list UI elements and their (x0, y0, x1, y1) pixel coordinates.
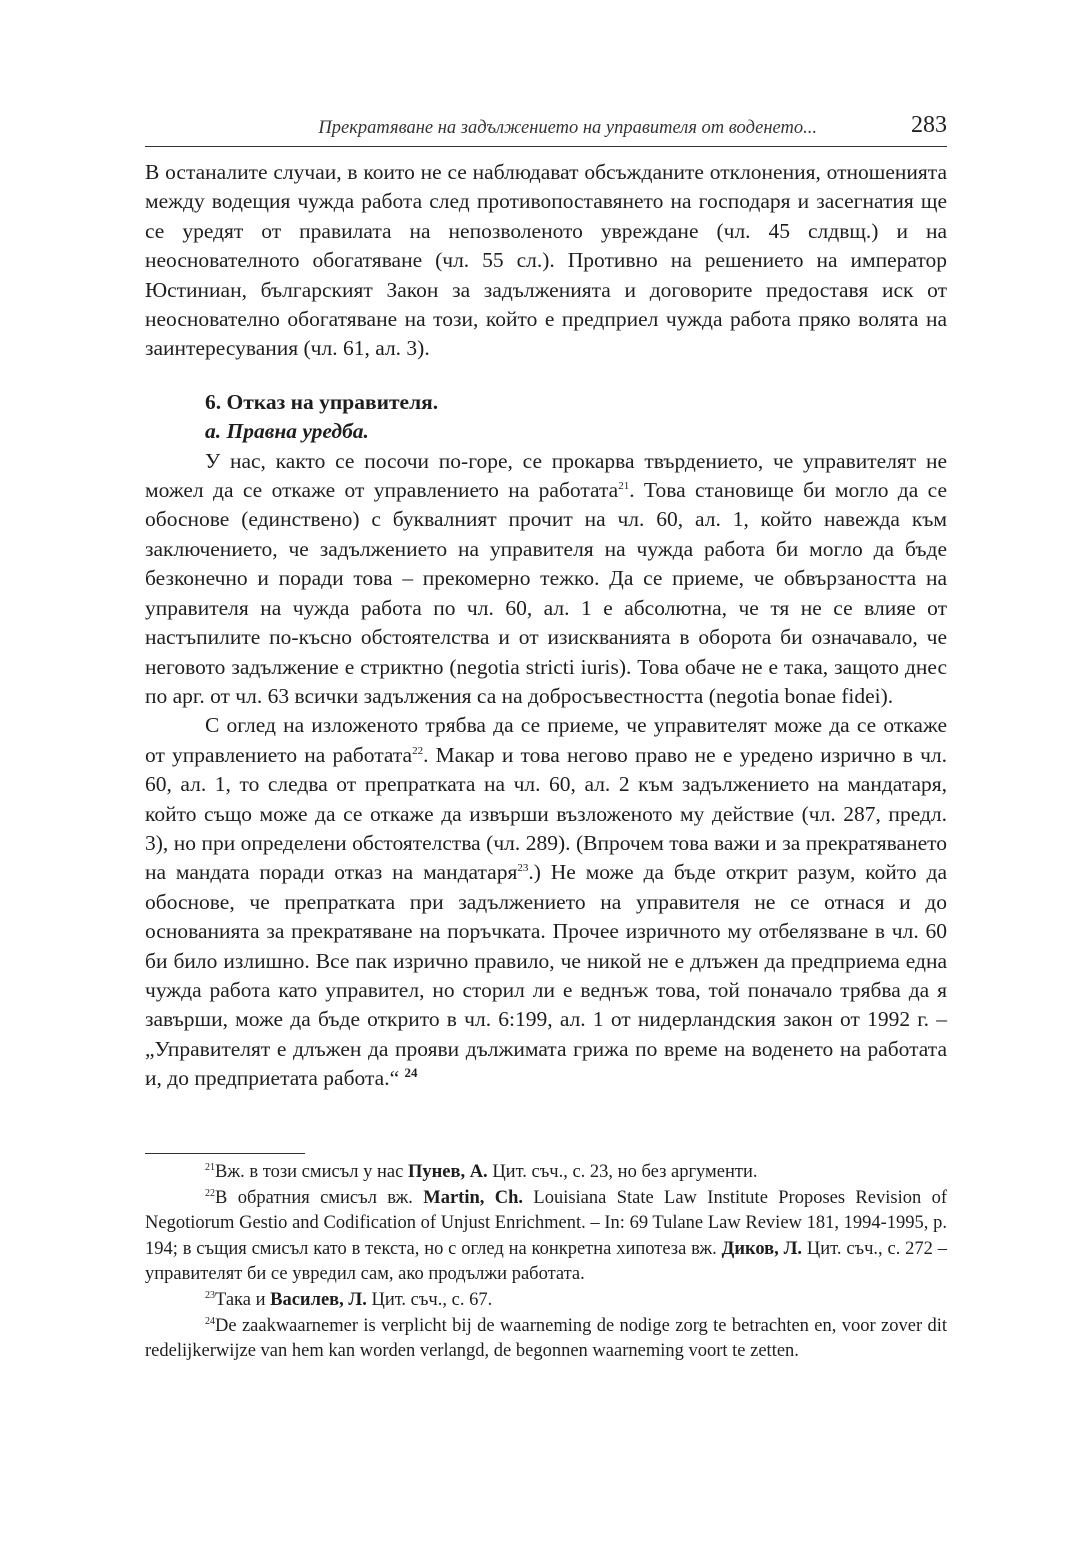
paragraph-1: В останалите случаи, в които не се наблюдават обсъжданите отклонения, отношенията между водещия чужда работа след противопоставянето на господаря и засегнатия ще се уредят от правилата на непозволеното увреждане (чл. 45 слдвщ.) и на неоснователното обогатяване (чл. 55 сл.). Противно на решението на император Юстиниан, българският Закон за задълженията и договорите предоставя иск от неоснователно обогатяване на този, който е предприел чужда работа пряко волята на заинтересувания (чл. 61, ал. 3). (145, 160, 947, 361)
footnote-23: $^{23}$Така и Василев, Л. Цит. съч., с. 67. (205, 1289, 493, 1310)
page-header (145, 112, 947, 147)
paragraph-3: С оглед на изложеното трябва да се приеме, че управителят може да се откаже от управлението на работата$^{22}$. Макар и това негово право не е уредено изрично в чл. 60, ал. 1, то следва от препратката на чл. 60, ал. 2 към задължението на мандатаря, който също може да се откаже да извърши възложеното му действие (чл. 287, предл. 3), но при определени обстоятелства (чл. 289). (Впрочем това важи и за прекратяването на мандата поради отказ на мандатаря$^{23}$.) Не може да бъде открит разум, който да обоснове, че препратката при задължението на управителя не се отнася и до основанията за прекратяване на поръчката. Прочее изричното му отбелязване в чл. 60 би било излишно. Все пак изрично правило, че никой не е длъжен да предприема една чужда работа като управител, но сторил ли е веднъж това, той поначало трябва да я завърши, може да бъде открито в чл. 6:199, ал. 1 от нидерландския закон от 1992 г. – „Управителят е длъжен да прояви дължимата грижа по време на воденето на работата и, до предприетата работа.“ $^{24}$ (145, 713, 948, 1091)
footnote-divider (145, 1153, 305, 1154)
section-heading: 6. Отказ на управителя. (205, 389, 439, 414)
page-number: 283 (911, 112, 947, 138)
footnote-ref-22: 22 (412, 744, 424, 757)
footnote-ref-23: 23 (517, 862, 529, 875)
footnotes (145, 1160, 947, 1365)
main-text (145, 158, 947, 1094)
footnote-ref-21: 21 (618, 479, 630, 492)
footnote-ref-24: 24 (404, 1065, 418, 1081)
footnote-21: $^{21}$Вж. в този смисъл у нас Пунев, А. Цит. съч., с. 23, но без аргументи. (205, 1161, 758, 1182)
running-title: Прекратяване на задължението на управителя от воденето... (318, 118, 817, 138)
paragraph-2: У нас, както се посочи по-горе, се прокарва твърдението, че управителят не можел да се откаже от управлението на работата$^{21}$. Това становище би могло да се обоснове (единствено) с буквалният прочит на чл. 60, ал. 1, който навежда към заключението, че задължението на управителя на чужда работа би могло да бъде безконечно и поради това – прекомерно тежко. Да се приеме, че обвързаността на управителя на чужда работа по чл. 60, ал. 1 е абсолютна, че тя не се влияе от настъпилите по-късно обстоятелства и от изискванията в оборота би означавало, че неговото задължение е стриктно (negotia stricti iuris). Това обаче не е така, защото днес по арг. от чл. 63 всички задължения са на добросъвестността (negotia bonae fidei). (145, 448, 947, 708)
footnote-24: $^{24}$De zaakwaarnemer is verplicht bij de waarneming de nodige zorg te betrachten en, voor zover dit redelijkerwijze van hem kan worden verlangd, de begonnen waarneming voort te zetten. (145, 1315, 947, 1362)
subsection-heading: а. Правна уредба. (205, 419, 369, 444)
footnote-22: $^{22}$В обратния смисъл вж. Martin, Ch. Louisiana State Law Institute Proposes Revision of Negotiorum Gestio and Codification of Unjust Enrichment. – In: 69 Tulane Law Review 181, 1994-1995, p. 194; в същия смисъл като в текста, но с оглед на конкретна хипотеза вж. Диков, Л. Цит. съч., с. 272 – управителят би се увредил сам, ако продължи работата. (145, 1187, 947, 1285)
